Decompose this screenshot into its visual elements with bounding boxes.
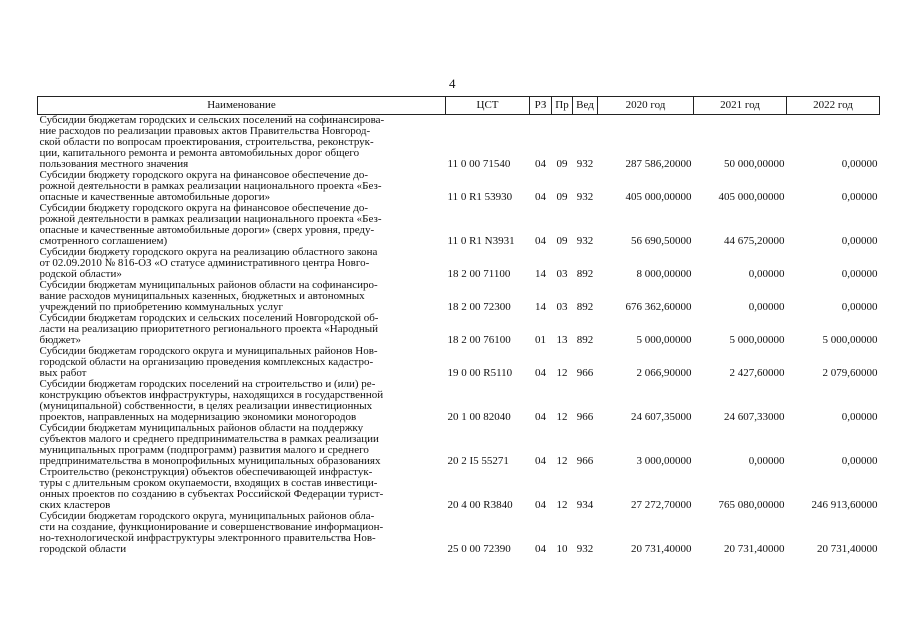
- row-name-line: Субсидии бюджетам городских и сельских поселений Новгородской об-: [39, 312, 379, 324]
- cell-y2021: 0,00000: [748, 301, 785, 313]
- row-name: [38, 467, 446, 511]
- table-row: [38, 115, 880, 171]
- cell-pr: 12: [556, 411, 568, 423]
- cell-rz: 04: [535, 367, 546, 379]
- cell-pr: 03: [556, 268, 568, 280]
- cell-pr: 12: [556, 367, 568, 379]
- row-name-line: предпринимательства в монопрофильных муниципальных образованиях: [39, 455, 381, 467]
- cell-ved: 966: [576, 411, 594, 423]
- row-name: [38, 247, 446, 280]
- table-row: [38, 170, 880, 203]
- cell-y2020: 2 066,90000: [636, 367, 692, 379]
- cell-y2021: 24 607,33000: [724, 411, 785, 423]
- cell-rz: 14: [535, 268, 546, 280]
- cell-pr: 03: [556, 301, 568, 313]
- cell-y2021: 20 731,40000: [724, 543, 785, 555]
- row-name-line: ние расходов по реализации правовых актов Правительства Новгород-: [39, 125, 371, 137]
- row-name-line: (муниципальной) собственности, в целях реализации инвестиционных: [39, 400, 373, 412]
- cell-cst: 25 0 00 72390: [447, 543, 511, 555]
- row-name-line: Субсидии бюджету городского округа на финансовое обеспечение до-: [39, 169, 369, 181]
- row-name-line: муниципальных программ (подпрограмм) развития малого и среднего: [39, 444, 369, 456]
- row-name: [38, 170, 446, 203]
- cell-cst: 20 1 00 82040: [447, 411, 511, 423]
- cell-y2021: 0,00000: [748, 268, 785, 280]
- row-name-line: пользования местного значения: [39, 158, 189, 170]
- cell-y2020: 56 690,50000: [631, 235, 692, 247]
- cell-cst: 11 0 R1 53930: [447, 191, 513, 203]
- cell-cst: 19 0 00 R5110: [447, 367, 513, 379]
- cell-y2022: 20 731,40000: [817, 543, 878, 555]
- budget-table: [37, 96, 880, 555]
- cell-rz: 04: [535, 499, 546, 511]
- row-name-line: от 02.09.2010 № 816-ОЗ «О статусе административного центра Новго-: [39, 257, 370, 269]
- cell-y2022: 2 079,60000: [822, 367, 878, 379]
- row-name: [38, 280, 446, 313]
- row-name-line: Субсидии бюджетам муниципальных районов области на софинансиро-: [39, 279, 378, 291]
- row-name-line: ласти на реализацию приоритетного регионального проекта «Народный: [39, 323, 379, 335]
- row-name-line: конструкцию объектов инфраструктуры, находящихся в государственной: [39, 389, 384, 401]
- row-name-line: Субсидии бюджетам муниципальных районов области на поддержку: [39, 422, 364, 434]
- row-name-line: Субсидии бюджетам городского округа, муниципальных районов обла-: [39, 510, 375, 522]
- cell-y2022: 0,00000: [841, 235, 878, 247]
- cell-ved: 932: [576, 158, 594, 170]
- cell-rz: 14: [535, 301, 546, 313]
- header-cst: ЦСТ: [446, 97, 530, 115]
- cell-y2022: 246 913,60000: [811, 499, 878, 511]
- table-row: [38, 280, 880, 313]
- row-name-line: Субсидии бюджетам городского округа и муниципальных районов Нов-: [39, 345, 378, 357]
- cell-ved: 966: [576, 367, 594, 379]
- row-name-line: бюджет»: [39, 334, 81, 346]
- table-row: [38, 379, 880, 423]
- cell-y2020: 287 586,20000: [625, 158, 692, 170]
- cell-pr: 12: [556, 455, 568, 467]
- row-name-line: учреждений по приобретению коммунальных услуг: [39, 301, 284, 313]
- cell-y2020: 20 731,40000: [631, 543, 692, 555]
- cell-pr: 09: [556, 158, 568, 170]
- cell-y2022: 0,00000: [841, 158, 878, 170]
- row-name-line: ской области по вопросам проектирования, строительства, реконструк-: [39, 136, 374, 148]
- cell-ved: 892: [576, 268, 594, 280]
- header-name: Наименование: [38, 97, 446, 115]
- row-name-line: вание расходов муниципальных казенных, бюджетных и автономных: [39, 290, 365, 302]
- row-name: [38, 423, 446, 467]
- row-name-line: родской области»: [39, 268, 122, 280]
- row-name: [38, 115, 446, 171]
- row-name-line: городской области: [39, 543, 127, 555]
- row-name-line: ских кластеров: [39, 499, 111, 511]
- table-header-row: [38, 97, 880, 115]
- cell-cst: 18 2 00 71100: [447, 268, 511, 280]
- cell-rz: 04: [535, 455, 546, 467]
- table-body: [38, 115, 880, 556]
- table-row: [38, 247, 880, 280]
- row-name-line: смотренного соглашением): [39, 235, 168, 247]
- cell-rz: 04: [535, 411, 546, 423]
- table-row: [38, 511, 880, 555]
- cell-cst: 11 0 R1 N3931: [447, 235, 515, 247]
- cell-y2021: 2 427,60000: [729, 367, 785, 379]
- page-number: 4: [449, 76, 456, 91]
- row-name-line: Строительство (реконструкция) объектов обеспечивающей инфрастук-: [39, 466, 373, 478]
- row-name: [38, 313, 446, 346]
- table-row: [38, 346, 880, 379]
- row-name-line: Субсидии бюджетам городских поселений на строительство и (или) ре-: [39, 378, 376, 390]
- cell-cst: 20 4 00 R3840: [447, 499, 513, 511]
- cell-y2020: 24 607,35000: [631, 411, 692, 423]
- cell-y2021: 44 675,20000: [724, 235, 785, 247]
- header-2021: 2021 год: [694, 97, 787, 115]
- row-name-line: рожной деятельности в рамках реализации национального проекта «Без-: [39, 213, 382, 225]
- cell-y2020: 3 000,00000: [636, 455, 692, 467]
- cell-y2022: 0,00000: [841, 301, 878, 313]
- cell-y2020: 676 362,60000: [625, 301, 692, 313]
- cell-ved: 966: [576, 455, 594, 467]
- header-2020: 2020 год: [598, 97, 694, 115]
- cell-y2021: 50 000,00000: [724, 158, 785, 170]
- row-name: [38, 511, 446, 555]
- cell-y2022: 0,00000: [841, 411, 878, 423]
- row-name-line: но-технологической инфраструктуры электронного правительства Нов-: [39, 532, 376, 544]
- cell-rz: 04: [535, 543, 546, 555]
- cell-pr: 12: [556, 499, 568, 511]
- row-name-line: онных проектов по созданию в субъектах Российской Федерации турист-: [39, 488, 384, 500]
- row-name-line: Субсидии бюджету городского округа на реализацию областного закона: [39, 246, 378, 258]
- cell-y2021: 765 080,00000: [718, 499, 785, 511]
- row-name: [38, 346, 446, 379]
- cell-y2020: 8 000,00000: [636, 268, 692, 280]
- row-name-line: рожной деятельности в рамках реализации национального проекта «Без-: [39, 180, 382, 192]
- cell-pr: 09: [556, 191, 568, 203]
- cell-y2021: 0,00000: [748, 455, 785, 467]
- cell-rz: 04: [535, 191, 546, 203]
- cell-cst: 20 2 I5 55271: [447, 455, 509, 467]
- header-rz: РЗ: [530, 97, 552, 115]
- row-name-line: городской области на организацию проведения комплексных кадастро-: [39, 356, 374, 368]
- row-name-line: туры с длительным сроком окупаемости, входящих в состав инвестици-: [39, 477, 378, 489]
- table-row: [38, 467, 880, 511]
- header-2022: 2022 год: [787, 97, 880, 115]
- cell-y2020: 5 000,00000: [636, 334, 692, 346]
- cell-cst: 18 2 00 76100: [447, 334, 511, 346]
- cell-rz: 04: [535, 235, 546, 247]
- cell-pr: 10: [556, 543, 568, 555]
- cell-pr: 13: [556, 334, 568, 346]
- cell-ved: 892: [576, 301, 594, 313]
- cell-y2021: 5 000,00000: [729, 334, 785, 346]
- cell-ved: 932: [576, 543, 594, 555]
- cell-y2022: 0,00000: [841, 268, 878, 280]
- table-row: [38, 423, 880, 467]
- row-name-line: проектов, направленных на модернизацию экономики моногородов: [39, 411, 357, 423]
- cell-ved: 932: [576, 191, 594, 203]
- row-name-line: ции, капитального ремонта и ремонта автомобильных дорог общего: [39, 147, 360, 159]
- row-name-line: Субсидии бюджетам городских и сельских поселений на софинансирова-: [39, 114, 385, 126]
- cell-ved: 932: [576, 235, 594, 247]
- cell-y2020: 27 272,70000: [631, 499, 692, 511]
- row-name-line: субъектов малого и среднего предпринимательства в рамках реализации: [39, 433, 379, 445]
- header-pr: Пр: [552, 97, 573, 115]
- cell-rz: 04: [535, 158, 546, 170]
- row-name-line: Субсидии бюджету городского округа на финансовое обеспечение до-: [39, 202, 369, 214]
- cell-y2022: 5 000,00000: [822, 334, 878, 346]
- cell-y2022: 0,00000: [841, 455, 878, 467]
- cell-cst: 18 2 00 72300: [447, 301, 511, 313]
- cell-cst: 11 0 00 71540: [447, 158, 511, 170]
- row-name-line: сти на создание, функционирование и совершенствование информацион-: [39, 521, 384, 533]
- table-row: [38, 313, 880, 346]
- cell-y2022: 0,00000: [841, 191, 878, 203]
- row-name-line: опасные и качественные автомобильные дороги» (сверх уровня, преду-: [39, 224, 375, 236]
- row-name-line: вых работ: [39, 367, 87, 379]
- table-row: [38, 203, 880, 247]
- cell-y2020: 405 000,00000: [625, 191, 692, 203]
- cell-ved: 892: [576, 334, 594, 346]
- row-name: [38, 379, 446, 423]
- row-name: [38, 203, 446, 247]
- cell-pr: 09: [556, 235, 568, 247]
- header-ved: Вед: [573, 97, 598, 115]
- cell-y2021: 405 000,00000: [718, 191, 785, 203]
- row-name-line: опасные и качественные автомобильные дороги»: [39, 191, 271, 203]
- cell-rz: 01: [535, 334, 546, 346]
- cell-ved: 934: [576, 499, 594, 511]
